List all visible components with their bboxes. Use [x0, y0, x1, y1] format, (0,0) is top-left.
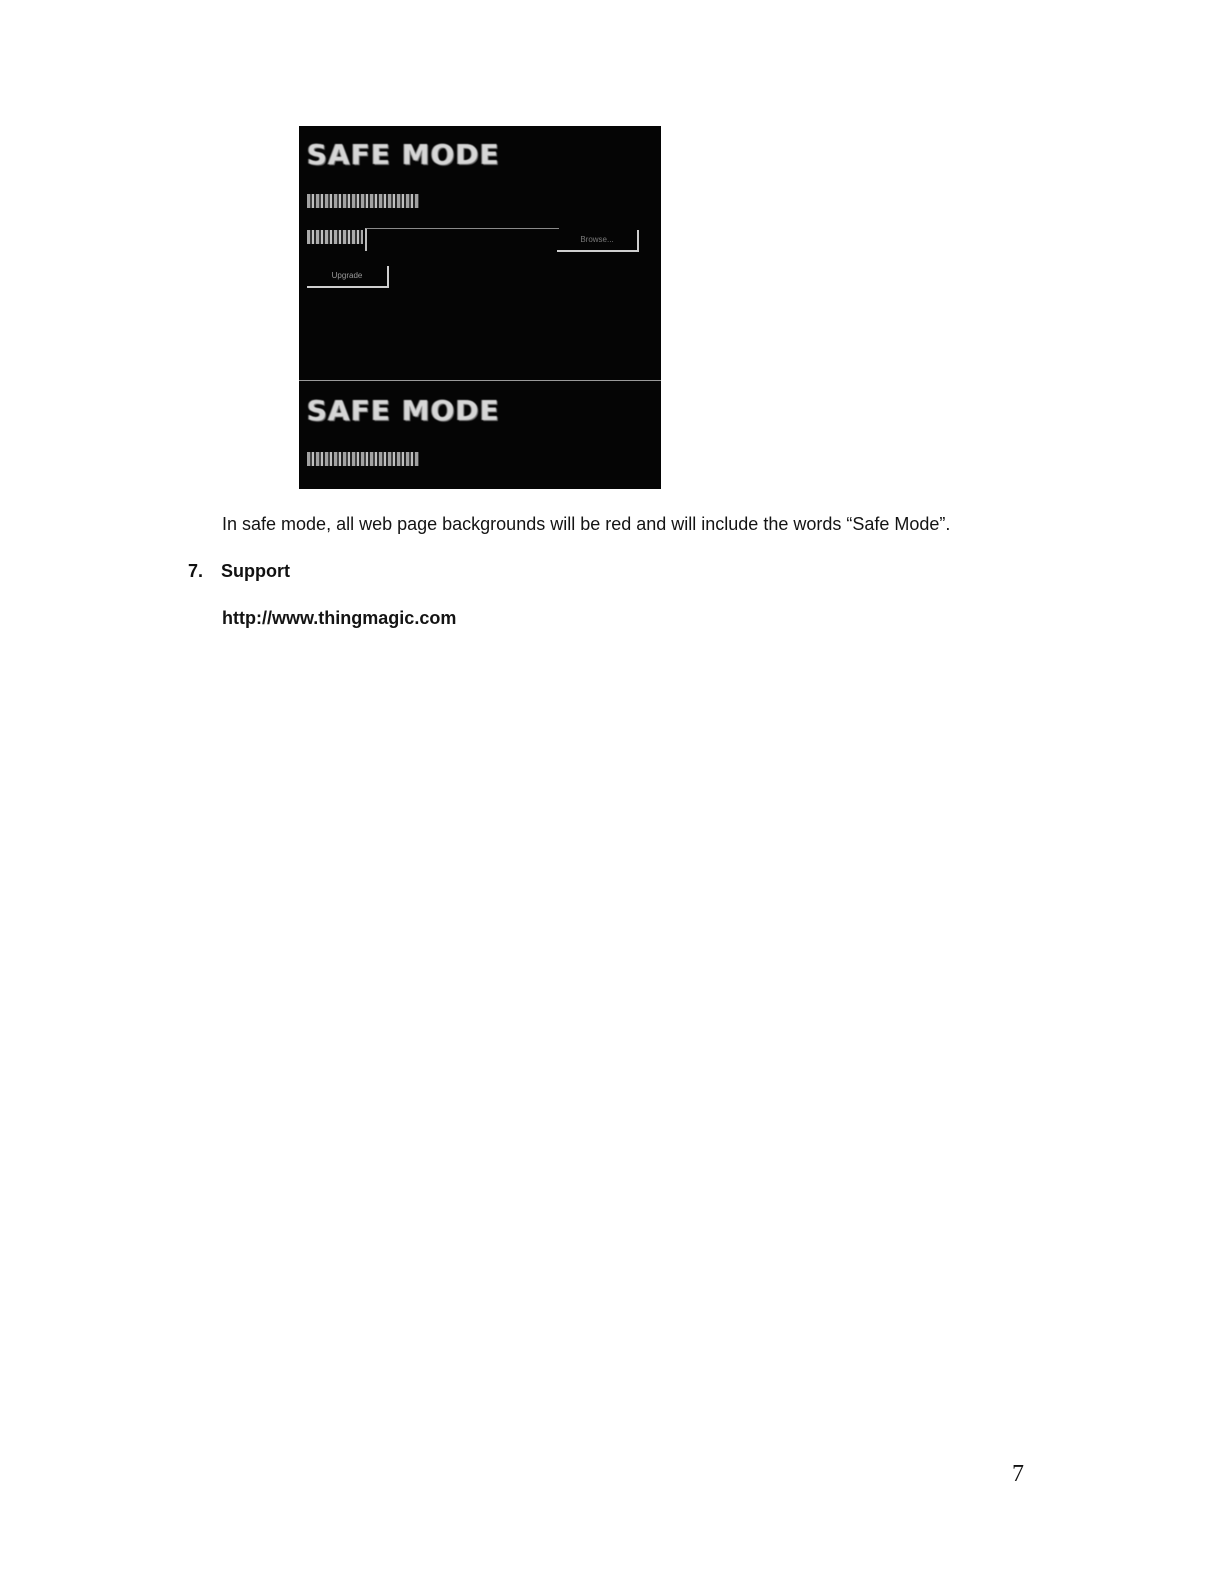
browse-button[interactable]: Browse...	[557, 230, 639, 252]
safe-mode-title: SAFE MODE	[307, 138, 500, 171]
section-title: Support	[221, 561, 290, 581]
safe-mode-footer-subtitle-graphic	[307, 452, 419, 466]
figure-caption: In safe mode, all web page backgrounds will be red and will include the words “Safe Mode”.	[222, 514, 951, 534]
section-heading	[188, 559, 290, 583]
safe-mode-screenshot	[299, 126, 661, 489]
upgrade-button[interactable]: Upgrade	[307, 266, 389, 288]
file-label-graphic	[307, 230, 363, 244]
safe-mode-footer-title: SAFE MODE	[307, 394, 500, 427]
file-input[interactable]	[365, 228, 559, 251]
support-link[interactable]: http://www.thingmagic.com	[222, 608, 457, 628]
page-number: 7	[1012, 1461, 1024, 1487]
section-number: 7.	[188, 561, 204, 581]
divider	[299, 380, 661, 381]
safe-mode-subtitle-graphic	[307, 194, 419, 208]
